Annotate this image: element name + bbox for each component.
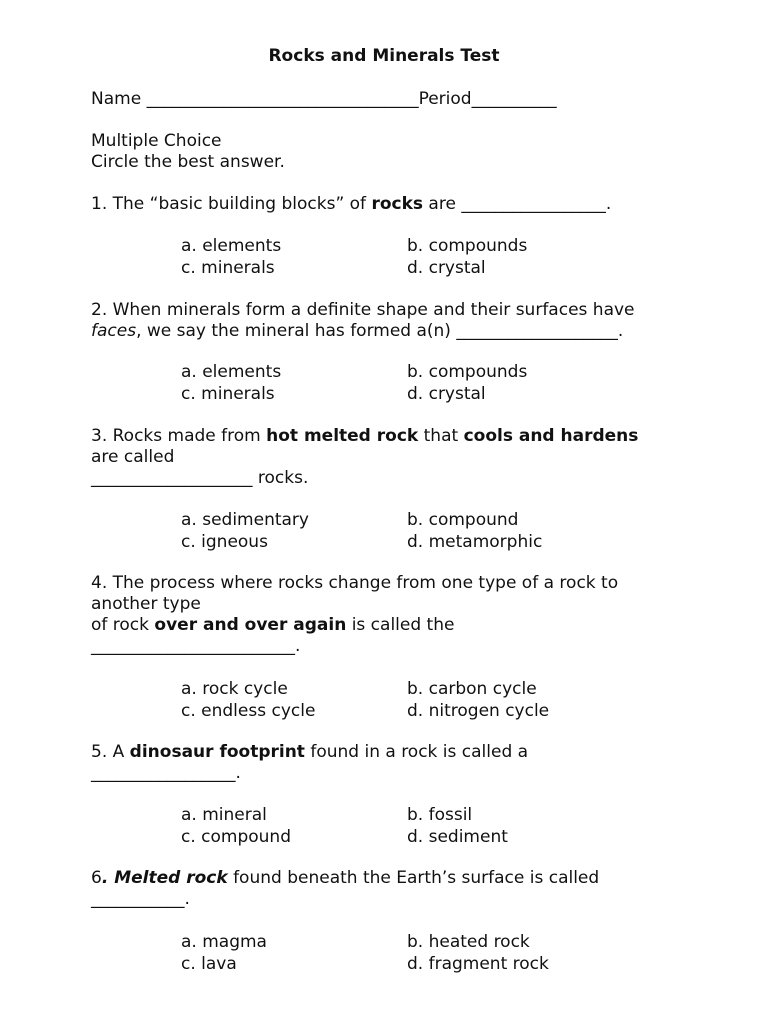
q4-option-d[interactable]: d. nitrogen cycle [407,701,550,721]
q1-text-end: . [605,194,612,214]
q5-text-b: found in a rock is called a [304,742,529,762]
q3-line-1 [91,426,691,447]
name-blank[interactable]: ________________________________ [146,89,419,109]
q1-text-b: are [423,194,462,214]
q6-option-b[interactable]: b. heated rock [407,932,530,952]
question-2 [91,300,691,342]
q2-text-italic: faces [91,321,137,341]
question-6-options [181,932,661,976]
q4-option-c[interactable]: c. endless cycle [181,701,316,721]
period-label: Period [418,89,472,109]
section-instruction: Circle the best answer. [91,152,285,172]
q3-option-c[interactable]: c. igneous [181,532,268,552]
q5-text-a: 5. A [91,742,130,762]
q4-line-3 [91,615,691,636]
q3-text-a: 3. Rocks made from [91,426,267,446]
q3-text-bold-2: cools and hardens [463,426,639,446]
question-1-text [91,194,691,215]
q2-line-1: 2. When minerals form a definite shape and their surfaces have [91,300,635,320]
q3-option-b[interactable]: b. compound [407,510,519,530]
period-blank[interactable]: __________ [471,89,557,109]
q5-option-d[interactable]: d. sediment [407,827,508,847]
q2-option-b[interactable]: b. compounds [407,362,528,382]
q5-option-c[interactable]: c. compound [181,827,291,847]
q3-option-d[interactable]: d. metamorphic [407,532,543,552]
q4-text-bold: over and over again [154,615,347,635]
q5-option-a[interactable]: a. mineral [181,805,267,825]
q1-option-c[interactable]: c. minerals [181,258,275,278]
q6-number: 6 [91,868,102,888]
q4-option-b[interactable]: b. carbon cycle [407,679,537,699]
question-5 [91,742,691,784]
question-1 [91,194,691,215]
q5-line-1 [91,742,691,763]
q3-line-2: are called [91,447,175,467]
q1-option-a[interactable]: a. elements [181,236,282,256]
question-4-options [181,679,661,723]
question-5-options [181,805,661,849]
q6-line-1 [91,868,691,889]
question-3 [91,426,691,489]
q5-answer-blank[interactable]: _________________. [91,763,241,783]
q2-line-2 [91,321,691,342]
question-3-options [181,510,661,554]
question-2-options [181,362,661,406]
q1-text-bold: rocks [371,194,424,214]
q2-option-a[interactable]: a. elements [181,362,282,382]
section-heading: Multiple Choice [91,131,222,151]
q6-answer-blank[interactable]: ___________. [91,889,190,909]
q3-text-bold-1: hot melted rock [266,426,419,446]
q1-option-d[interactable]: d. crystal [407,258,486,278]
name-label: Name [91,89,142,109]
q1-answer-blank[interactable]: _________________ [461,194,606,214]
q4-answer-blank[interactable]: ________________________. [91,636,301,656]
question-4 [91,573,691,657]
name-period-line [91,89,557,110]
q4-text-b: is called the [346,615,455,635]
question-6 [91,868,691,910]
q4-line-1: 4. The process where rocks change from one type of a rock to [91,573,619,593]
q6-text-a: found beneath the Earth’s surface is called [227,868,600,888]
q3-text-b: that [418,426,464,446]
q6-option-d[interactable]: d. fragment rock [407,954,549,974]
q1-text-a: 1. The “basic building blocks” of [91,194,372,214]
q2-option-c[interactable]: c. minerals [181,384,275,404]
q4-text-a: of rock [91,615,155,635]
q3-option-a[interactable]: a. sedimentary [181,510,309,530]
q5-option-b[interactable]: b. fossil [407,805,473,825]
q2-text-a: , we say the mineral has formed a(n) [136,321,457,341]
q6-option-a[interactable]: a. magma [181,932,267,952]
q4-option-a[interactable]: a. rock cycle [181,679,288,699]
q6-text-bold-italic: . Melted rock [101,868,228,888]
q2-text-end: . [617,321,624,341]
page-title: Rocks and Minerals Test [268,46,500,66]
q4-line-2: another type [91,594,201,614]
q2-option-d[interactable]: d. crystal [407,384,486,404]
section-header [91,131,285,173]
question-1-options [181,236,661,280]
q1-option-b[interactable]: b. compounds [407,236,528,256]
q2-answer-blank[interactable]: ___________________ [456,321,618,341]
q5-text-bold: dinosaur footprint [129,742,305,762]
q6-option-c[interactable]: c. lava [181,954,237,974]
q3-line-3[interactable]: ___________________ rocks. [91,468,309,488]
